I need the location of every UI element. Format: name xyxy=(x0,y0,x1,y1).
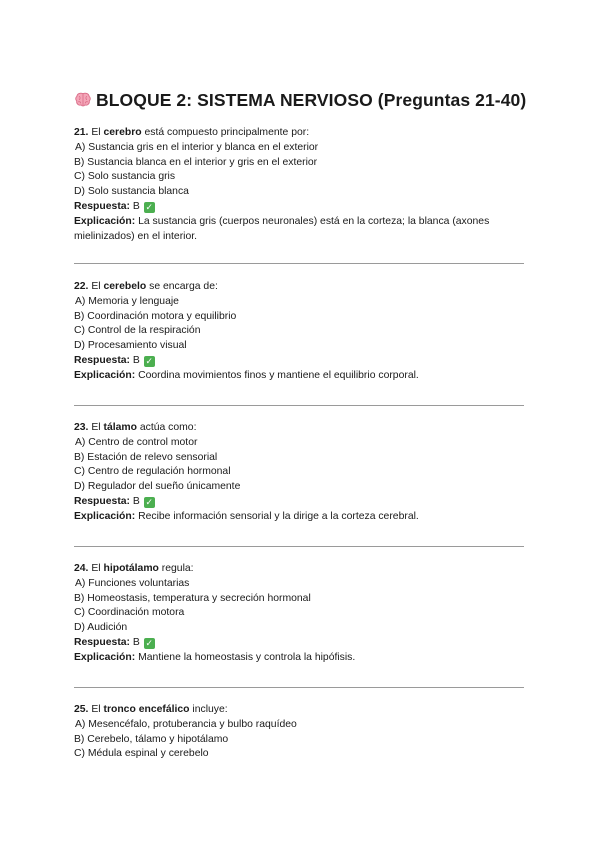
option-a: A) Funciones voluntarias xyxy=(75,577,190,589)
explanation-line xyxy=(74,369,534,384)
stem-prefix: El xyxy=(91,422,104,433)
question-stem xyxy=(74,280,534,295)
option-b: B) Cerebelo, tálamo y hipotálamo xyxy=(74,733,229,745)
stem-suffix: regula: xyxy=(158,563,194,574)
explanation-label: Explicación: xyxy=(74,215,136,227)
question-number: 23. xyxy=(74,422,89,433)
option-d: D) Regulador del sueño únicamente xyxy=(74,481,241,493)
question-term: hipotálamo xyxy=(103,563,159,574)
question-block xyxy=(74,562,534,666)
divider xyxy=(74,687,524,688)
answer-label: Respuesta: xyxy=(74,200,131,212)
explanation-text: Coordina movimientos finos y mantiene el equilibrio corporal. xyxy=(138,369,419,381)
answer-line xyxy=(74,495,534,510)
section-title xyxy=(74,90,526,111)
question-block xyxy=(74,126,534,244)
answer-label: Respuesta: xyxy=(74,495,131,507)
question-number: 21. xyxy=(74,127,89,138)
option-a: A) Centro de control motor xyxy=(75,436,198,448)
answer-value: B xyxy=(132,200,140,212)
option-d: D) Solo sustancia blanca xyxy=(74,186,189,198)
answer-line xyxy=(74,200,534,215)
stem-prefix: El xyxy=(91,704,104,715)
question-number: 24. xyxy=(74,563,89,574)
option-c: C) Solo sustancia gris xyxy=(74,171,176,183)
answer-value: B xyxy=(132,495,140,507)
check-mark-icon: ✓ xyxy=(145,355,153,366)
answer-value: B xyxy=(132,636,140,648)
option-b: B) Homeostasis, temperatura y secreción hormonal xyxy=(74,592,311,604)
answer-line xyxy=(74,354,534,369)
explanation-text: La sustancia gris (cuerpos neuronales) está en la corteza; la blanca (axones mielinizados) en el interior. xyxy=(74,215,490,242)
question-block xyxy=(74,703,534,762)
question-block xyxy=(74,280,534,384)
question-term: tronco encefálico xyxy=(103,704,190,715)
explanation-label: Explicación: xyxy=(74,651,136,663)
option-d: D) Procesamiento visual xyxy=(74,340,187,352)
check-mark-icon: ✓ xyxy=(145,637,153,648)
question-term: tálamo xyxy=(103,422,137,433)
divider xyxy=(74,263,524,264)
question-stem xyxy=(74,126,534,141)
question-term: cerebro xyxy=(103,127,142,138)
option-b: B) Coordinación motora y equilibrio xyxy=(74,310,237,322)
question-stem xyxy=(74,562,534,577)
check-mark-icon: ✓ xyxy=(145,201,153,212)
check-mark-icon: ✓ xyxy=(145,496,153,507)
option-c: C) Coordinación motora xyxy=(74,607,185,619)
option-a: A) Mesencéfalo, protuberancia y bulbo raquídeo xyxy=(75,718,297,730)
explanation-text: Recibe información sensorial y la dirige a la corteza cerebral. xyxy=(138,510,419,522)
explanation-line xyxy=(74,510,534,525)
stem-prefix: El xyxy=(91,127,104,138)
section-title-text: BLOQUE 2: SISTEMA NERVIOSO (Preguntas 21-40) xyxy=(96,90,527,110)
stem-suffix: actúa como: xyxy=(136,422,197,433)
explanation-line xyxy=(74,651,534,666)
question-term: cerebelo xyxy=(103,281,147,292)
question-stem xyxy=(74,421,534,436)
option-c: C) Médula espinal y cerebelo xyxy=(74,748,209,760)
explanation-line xyxy=(74,215,534,245)
option-a: A) Memoria y lenguaje xyxy=(75,295,179,307)
answer-label: Respuesta: xyxy=(74,636,131,648)
option-d: D) Audición xyxy=(74,622,128,634)
answer-label: Respuesta: xyxy=(74,354,131,366)
answer-value: B xyxy=(132,354,140,366)
divider xyxy=(74,405,524,406)
question-number: 25. xyxy=(74,704,89,715)
question-block xyxy=(74,421,534,525)
divider xyxy=(74,546,524,547)
brain-icon xyxy=(74,91,92,109)
explanation-text: Mantiene la homeostasis y controla la hipófisis. xyxy=(138,651,356,663)
option-c: C) Centro de regulación hormonal xyxy=(74,466,231,478)
stem-prefix: El xyxy=(91,563,104,574)
explanation-label: Explicación: xyxy=(74,369,136,381)
question-stem xyxy=(74,703,534,718)
option-a: A) Sustancia gris en el interior y blanca en el exterior xyxy=(75,141,319,153)
stem-suffix: se encarga de: xyxy=(146,281,218,292)
explanation-label: Explicación: xyxy=(74,510,136,522)
stem-suffix: está compuesto principalmente por: xyxy=(141,127,310,138)
question-number: 22. xyxy=(74,281,89,292)
option-b: B) Estación de relevo sensorial xyxy=(74,451,218,463)
option-c: C) Control de la respiración xyxy=(74,325,201,337)
stem-suffix: incluye: xyxy=(189,704,228,715)
stem-prefix: El xyxy=(91,281,104,292)
answer-line xyxy=(74,636,534,651)
option-b: B) Sustancia blanca en el interior y gris en el exterior xyxy=(74,156,318,168)
